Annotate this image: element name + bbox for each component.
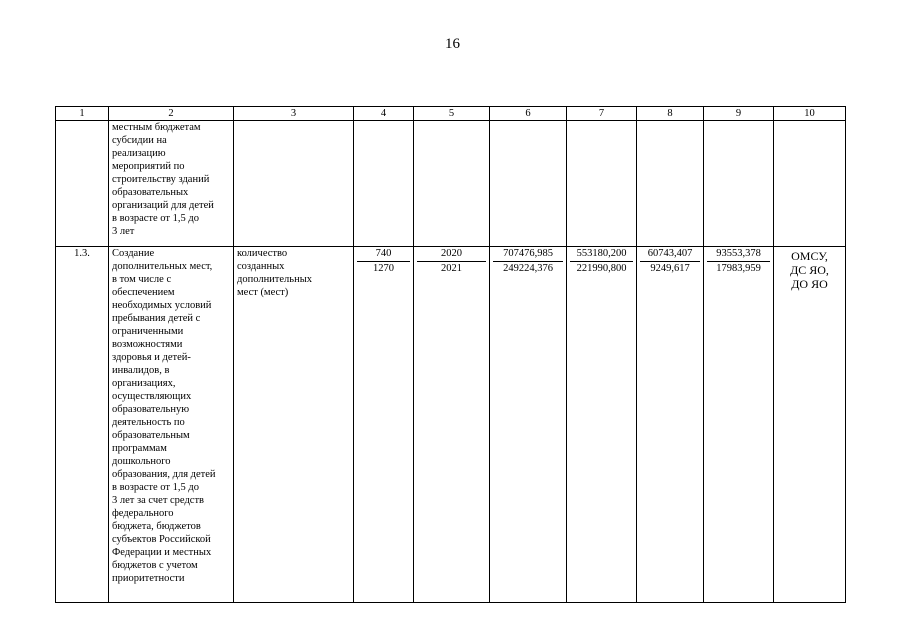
col7-cell <box>567 247 637 603</box>
continuation-cell-4 <box>354 121 414 247</box>
col7-value-2021: 221990,800 <box>576 263 627 274</box>
header-cell-10: 10 <box>774 107 846 121</box>
responsible-executors: ОМСУ, ДС ЯО, ДО ЯО <box>790 249 829 291</box>
col9-value-2021: 17983,959 <box>716 263 761 274</box>
col4-cell <box>354 247 414 603</box>
col6-cell <box>490 247 567 603</box>
responsible-cell <box>774 247 846 603</box>
continuation-cell-3 <box>234 121 354 247</box>
continuation-cell-6 <box>490 121 567 247</box>
row-indicator-cell <box>234 247 354 603</box>
continuation-row <box>56 121 846 247</box>
header-cell-2: 2 <box>109 107 234 121</box>
header-cell-8: 8 <box>637 107 704 121</box>
year-2020: 2020 <box>417 247 486 262</box>
col8-value-2021: 9249,617 <box>650 263 690 274</box>
page-number: 16 <box>445 36 460 52</box>
year-2021: 2021 <box>441 263 462 274</box>
row-name: Создание дополнительных мест, в том числе с обеспечением необходимых условий пребывания детей с ограниченными возможностями здоровья и детей- инвалидов, в организациях, осуществляющих образовательную деятельность по образовательным программам дошкольного образования, для детей в возрасте от 1,5 до 3 лет за счет средств федерального бюджета, бюджетов субъектов Российской Федерации и местных бюджетов с учетом приоритетности <box>112 248 216 584</box>
continuation-cell-10 <box>774 121 846 247</box>
continuation-cell-8 <box>637 121 704 247</box>
col8-value-2020: 60743,407 <box>640 247 700 262</box>
row-name-cell <box>109 247 234 603</box>
header-cell-5: 5 <box>414 107 490 121</box>
header-row <box>56 107 846 121</box>
col7-value-2020: 553180,200 <box>570 247 633 262</box>
header-cell-3: 3 <box>234 107 354 121</box>
continuation-cell-7 <box>567 121 637 247</box>
row-indicator: количество созданных дополнительных мест (мест) <box>237 248 313 298</box>
row-number: 1.3. <box>56 247 109 603</box>
continuation-cell-5 <box>414 121 490 247</box>
header-cell-6: 6 <box>490 107 567 121</box>
col8-cell <box>637 247 704 603</box>
header-cell-4: 4 <box>354 107 414 121</box>
col4-value-2021: 1270 <box>373 263 394 274</box>
continuation-text: местным бюджетам субсидии на реализацию мероприятий по строительству зданий образовательных организаций для детей в возрасте от 1,5 до 3 лет <box>112 122 214 237</box>
table-row <box>56 247 846 603</box>
header-cell-7: 7 <box>567 107 637 121</box>
continuation-cell-9 <box>704 121 774 247</box>
col5-cell <box>414 247 490 603</box>
header-cell-9: 9 <box>704 107 774 121</box>
continuation-cell-1 <box>56 121 109 247</box>
col9-value-2020: 93553,378 <box>707 247 770 262</box>
col4-value-2020: 740 <box>357 247 410 262</box>
col6-value-2020: 707476,985 <box>493 247 563 262</box>
continuation-cell-2 <box>109 121 234 247</box>
program-table <box>55 106 846 603</box>
col9-cell <box>704 247 774 603</box>
col6-value-2021: 249224,376 <box>503 263 553 274</box>
header-cell-1: 1 <box>56 107 109 121</box>
